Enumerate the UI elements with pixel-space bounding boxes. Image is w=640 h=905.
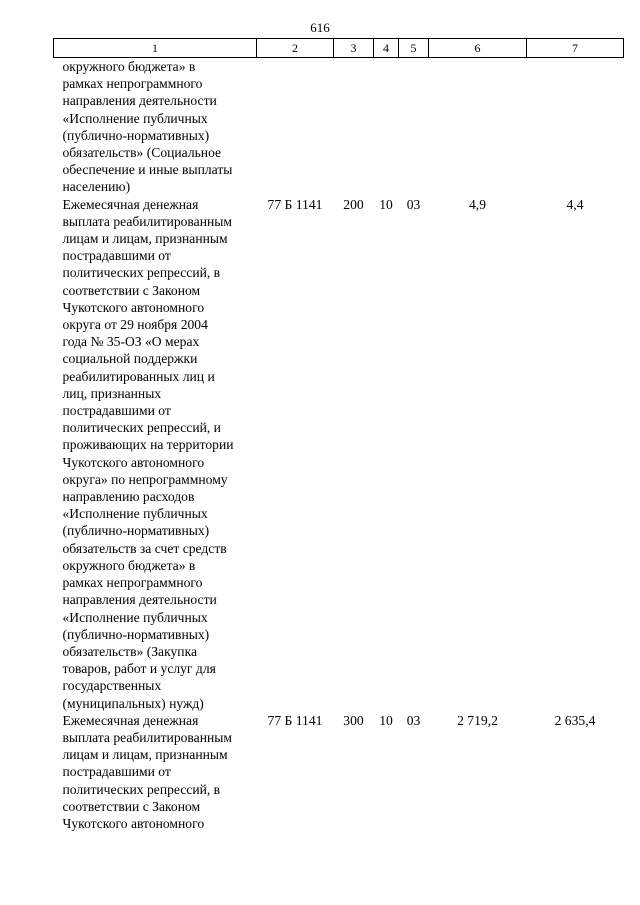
row-csr: 77 Б 1141 [267, 196, 323, 212]
row-pr: 03 [406, 196, 421, 212]
row-rz: 10 [379, 196, 393, 212]
header-col-5: 5 [399, 39, 429, 58]
header-col-3: 3 [334, 39, 374, 58]
row-rz [374, 58, 399, 196]
table-row [54, 58, 624, 196]
header-col-6: 6 [429, 39, 527, 58]
row-sum-col7 [527, 58, 624, 196]
table-row [54, 712, 624, 832]
row-pr: 03 [406, 712, 421, 728]
header-col-4: 4 [374, 39, 399, 58]
table-row [54, 196, 624, 712]
row-csr: 77 Б 1141 [267, 712, 323, 728]
row-description: Ежемесячная денежная выплата реабилитированным лицам и лицам, признанным пострадавшими от политических репрессий, в соответствии с Законом Чукотского автономного [62, 712, 232, 831]
row-description: Ежемесячная денежная выплата реабилитированным лицам и лицам, признанным пострадавшими от политических репрессий, в соответствии с Законом Чукотского автономного округа от 29 ноября 2004 года № 35-ОЗ «О мерах социальной поддержки реабилитированных лиц и лиц, признанных пострадавшими от политических репрессий, и проживающих на территории Чукотского автономного округа» по непрограммному направлению расходов «Исполнение публичных (публично-нормативных) обязательств за счет средств окружного бюджета» в рамках непрограммного направления деятельности «Исполнение публичных (публично-нормативных) обязательств» (Закупка товаров, работ и услуг для государственных (муниципальных) нужд) [62, 196, 234, 711]
row-sum-col7: 2 635,4 [554, 712, 596, 728]
budget-table [53, 38, 624, 832]
row-rz: 10 [379, 712, 393, 728]
header-col-2: 2 [257, 39, 334, 58]
row-vr [334, 58, 374, 196]
row-vr: 300 [343, 712, 364, 728]
page-number: 616 [310, 20, 330, 35]
header-row [54, 39, 624, 58]
row-vr: 200 [343, 196, 364, 212]
row-sum-col6: 2 719,2 [457, 712, 498, 728]
header-col-7: 7 [527, 39, 624, 58]
row-sum-col6 [429, 58, 527, 196]
row-sum-col6: 4,9 [469, 196, 486, 212]
row-description: окружного бюджета» в рамках непрограммного направления деятельности «Исполнение публичных (публично-нормативных) обязательств» (Социальное обеспечение и иные выплаты населению) [62, 59, 233, 195]
row-csr [257, 58, 334, 196]
row-sum-col7: 4,4 [566, 196, 584, 212]
header-col-1: 1 [54, 39, 257, 58]
row-pr [399, 58, 429, 196]
